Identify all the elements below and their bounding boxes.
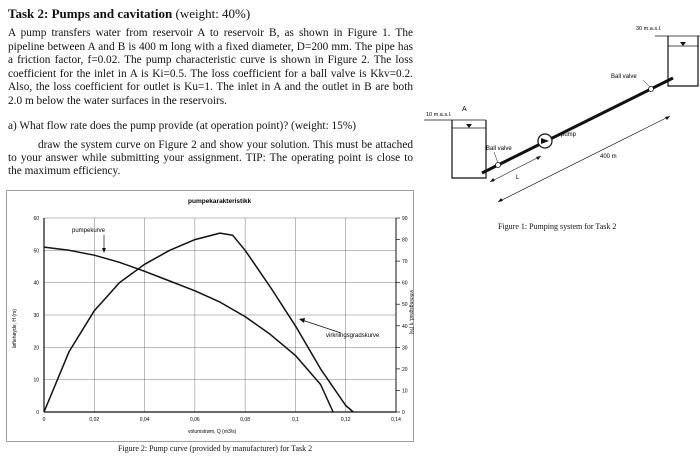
label-10m: 10 m.a.s.l. — [426, 112, 452, 118]
y-right-tick-label: 10 — [402, 388, 408, 395]
pump-characteristic-chart — [6, 190, 414, 442]
question-a-instructions: draw the system curve on Figure 2 and show your solution. This must be attached to your answer while submitting your assignment. TIP: The operating point is close to the maximum efficiency. — [8, 139, 413, 177]
ball-valve-top-leader — [643, 80, 650, 87]
question-a: a) What flow rate does the pump provide (at operation point)? (weight: 15%) — [8, 120, 357, 132]
reservoir-a — [452, 120, 486, 178]
y-left-tick-label: 50 — [33, 248, 39, 255]
task-paragraph: A pump transfers water from reservoir A to reservoir B, as shown in Figure 1. The pipeline between A and B is 400 m long with a fixed diameter, D=200 mm. The pipe has a friction factor, f=0.02. The pump characteristic curve is shown in Figure 2. The loss coefficient for the inlet in A is Ki=0.5. The loss coefficient for a ball valve is Kkv=0.2. Also, the loss coefficient for outlet is Ku=1. The inlet in A and the outlet in B are both 2.0 m below the water surfaces in the reservoirs. — [8, 27, 413, 107]
dim-400m-line — [498, 116, 670, 202]
ball-valve-bottom — [496, 163, 501, 168]
label-a: A — [462, 106, 467, 113]
chart-xlabel: volumstrøm, Q (m3/s) — [188, 429, 237, 435]
annotation-pumpekurve: pumpekurve — [72, 228, 106, 234]
pipeline — [482, 78, 673, 173]
label-30m: 30 m.a.s.l. — [636, 26, 662, 32]
ball-valve-bottom-leader — [494, 152, 498, 163]
y-right-tick-label: 70 — [402, 259, 408, 266]
label-ball-valve-top: Ball valve — [611, 74, 637, 80]
annotation-virkningsgradskurve: virkningsgradskurve — [326, 333, 380, 339]
label-ball-valve-bottom: Ball valve — [486, 146, 512, 152]
task-title-bold: Task 2: Pumps and cavitation — [8, 6, 173, 21]
water-level-marker-a — [466, 124, 472, 128]
label-l: L — [516, 175, 520, 181]
chart-ylabel-left: løftehøyde, H (m) — [12, 309, 18, 348]
x-tick-label: 0,02 — [89, 417, 100, 423]
chart-frame — [7, 191, 414, 442]
y-left-tick-label: 60 — [33, 216, 39, 222]
y-left-tick-label: 0 — [36, 410, 39, 416]
x-tick-label: 0,12 — [340, 417, 351, 423]
y-right-tick-label: 60 — [402, 280, 408, 287]
y-right-tick-label: 40 — [402, 323, 408, 330]
y-right-tick-label: 90 — [402, 216, 408, 222]
x-tick-label: 0,08 — [240, 417, 251, 423]
x-tick-label: 0,1 — [291, 417, 299, 423]
chart-ylabel-right: virkningsgrad, η (%) — [408, 290, 414, 335]
y-left-tick-label: 30 — [33, 313, 39, 319]
task-title — [8, 6, 250, 22]
label-pump: pump — [561, 132, 577, 138]
y-left-tick-label: 20 — [33, 345, 39, 352]
y-left-tick-label: 40 — [33, 280, 39, 287]
pumping-system-diagram — [418, 8, 700, 216]
task-title-weight: (weight: 40%) — [175, 6, 251, 21]
figure1-caption: Figure 1: Pumping system for Task 2 — [498, 222, 617, 231]
x-tick-label: 0 — [42, 417, 46, 423]
x-tick-label: 0,14 — [391, 417, 401, 423]
y-right-tick-label: 0 — [402, 410, 405, 416]
water-level-marker-b — [680, 42, 686, 46]
label-400m: 400 m — [600, 154, 617, 160]
chart-title: pumpekarakteristikk — [188, 198, 252, 205]
x-tick-label: 0,04 — [139, 417, 150, 423]
figure2-caption: Figure 2: Pump curve (provided by manufacturer) for Task 2 — [118, 444, 313, 453]
y-left-tick-label: 10 — [33, 377, 39, 384]
y-right-tick-label: 30 — [402, 345, 408, 352]
y-right-tick-label: 20 — [402, 366, 408, 373]
ball-valve-top — [649, 87, 654, 92]
y-right-tick-label: 50 — [402, 302, 408, 309]
y-right-tick-label: 80 — [402, 237, 408, 244]
x-tick-label: 0,06 — [189, 417, 200, 423]
